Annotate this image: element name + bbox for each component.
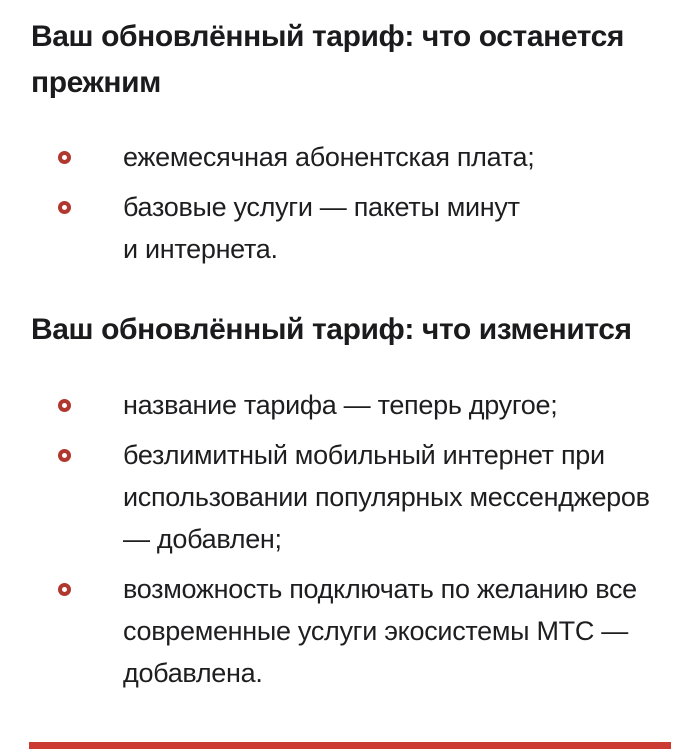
bullet-icon (58, 583, 71, 596)
red-divider (29, 742, 671, 749)
bullet-icon (58, 201, 71, 214)
list-item (31, 136, 669, 178)
unchanged-list (31, 136, 669, 270)
changed-list (31, 384, 669, 694)
tariff-article (0, 14, 700, 694)
list-item (31, 186, 669, 270)
list-item-text: безлимитный мобильный интернет при использовании популярных мессенджеров — добавлен; (123, 440, 650, 554)
list-item (31, 434, 669, 560)
list-item-text: ежемесячная абонентская плата; (123, 142, 535, 172)
section-heading-changed: Ваш обновлённый тариф: что изменится (31, 313, 632, 346)
list-item-text: название тарифа — теперь другое; (123, 390, 558, 420)
bullet-icon (58, 449, 71, 462)
list-item (31, 568, 669, 694)
bullet-icon (58, 399, 71, 412)
section-heading-unchanged: Ваш обновлённый тариф: что останется прежним (31, 20, 624, 99)
list-item-text: возможность подключать по желанию все современные услуги экосистемы МТС — добавлена. (123, 574, 637, 688)
list-item (31, 384, 669, 426)
bullet-icon (58, 151, 71, 164)
list-item-text: базовые услуги — пакеты минут и интернета. (123, 192, 520, 264)
